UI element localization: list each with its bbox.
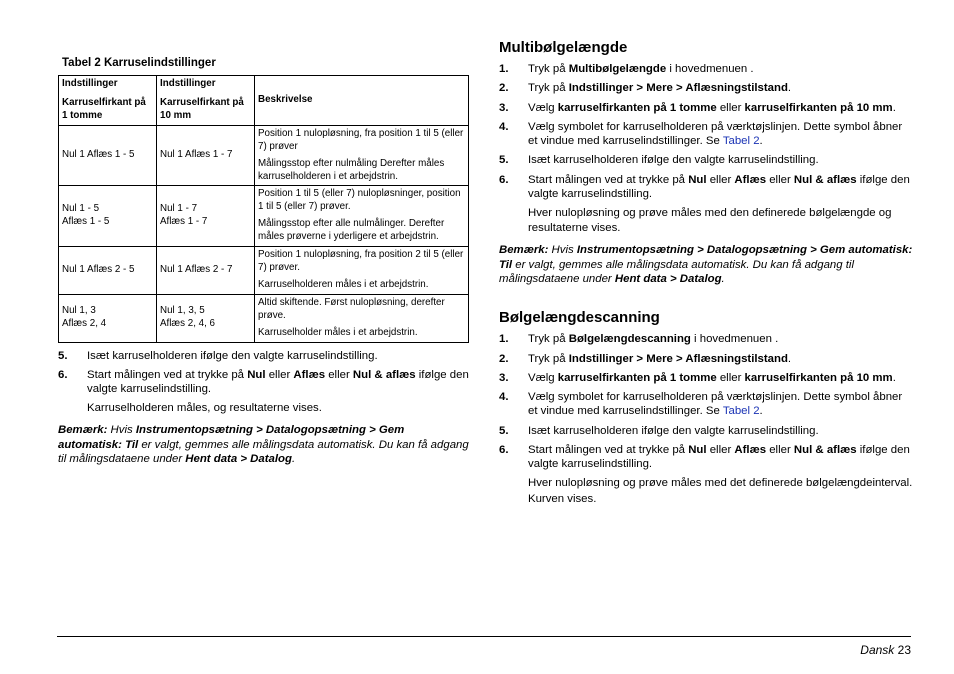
cell-line: Aflæs 2, 4: [62, 318, 107, 330]
page-footer: [860, 643, 911, 657]
step-number: 2.: [499, 352, 509, 365]
text-run: ifølge den valgte karruselindstilling.: [528, 173, 910, 200]
text-run: .: [759, 405, 763, 418]
step-number: 5.: [499, 154, 509, 167]
cell-line: Nul 1, 3, 5: [160, 305, 205, 317]
text-run: i hovedmenuen .: [690, 333, 779, 346]
step-item: [499, 443, 914, 472]
description-cell: [255, 186, 469, 247]
step-text: [528, 390, 914, 419]
step-number: 6.: [58, 368, 68, 381]
step-text: [528, 173, 914, 202]
step-item: [499, 120, 914, 149]
text-run: .: [759, 135, 763, 147]
step-number: 2.: [499, 82, 509, 95]
cell-line: Nul 1 Aflæs 2 - 5: [62, 264, 135, 276]
step-number: 4.: [499, 391, 509, 404]
text-run: er valgt, gemmes alle målingsdata automatisk. Du kan få adgang til målingsdataene under: [499, 258, 854, 286]
step-item: [499, 81, 914, 95]
text-run: Vælg symbolet for karruselholderen på værktøjslinjen. Dette symbol åbner et vindue med karruselindstillinger. Se: [528, 120, 903, 147]
text-run: Vælg symbolet for karruselholderen på værktøjslinjen. Dette symbol åbner et vindue med karruselindstillinger. Se: [528, 391, 903, 418]
step-text: [87, 368, 470, 397]
setting-cell: [59, 247, 157, 295]
cell-line: Nul 1 Aflæs 1 - 7: [160, 149, 233, 161]
setting-cell: [59, 186, 157, 247]
cell-line: Position 1 nulopløsning, fra position 1 til 5 (eller 7) prøver: [258, 127, 464, 152]
text-run: Start målingen ved at trykke på: [528, 173, 689, 186]
step-text: [528, 371, 914, 385]
left-step-list: [58, 349, 470, 397]
step-text: [528, 352, 914, 366]
bold-text: Bølgelængdescanning: [568, 333, 691, 346]
cell-line: Målingsstop efter nulmåling Derefter måles karruselholderen i et arbejdstrin.: [258, 157, 445, 182]
step-text: [528, 443, 914, 472]
description-cell: [255, 247, 469, 295]
bold-text: Instrumentopsætning > Datalogopsætning > Gem automatisk: Til: [499, 243, 913, 271]
cell-line: Nul 1, 3: [62, 305, 96, 317]
cell-line: Aflæs 1 - 5: [62, 216, 110, 228]
header-description: Beskrivelse: [255, 76, 469, 126]
right-column: [499, 39, 914, 513]
text-run: Vælg: [528, 371, 558, 384]
cell-line: Nul 1 - 7: [160, 203, 198, 215]
text-run: Hvis: [107, 423, 136, 436]
bold-text: Instrumentopsætning > Datalogopsætning > Gem automatisk: Til: [58, 423, 405, 451]
text-run: i hovedmenuen .: [666, 63, 754, 75]
text-run: .: [787, 352, 792, 365]
step-number: 3.: [499, 101, 509, 114]
text-run: Vælg: [528, 101, 558, 114]
step-text: [528, 120, 914, 149]
step-item: [499, 62, 914, 76]
description-cell: [255, 125, 469, 186]
text-run: eller: [716, 101, 745, 114]
step-item: [499, 390, 914, 419]
table-row: [59, 247, 469, 295]
text-run: .: [892, 371, 896, 384]
footer-language: Dansk: [860, 643, 895, 657]
table-reference-link[interactable]: Tabel 2: [722, 135, 760, 147]
bold-text: Aflæs: [293, 368, 326, 381]
cell-line: Aflæs 1 - 7: [160, 216, 208, 228]
header-label: Indstillinger: [62, 78, 118, 89]
step-item: [499, 332, 914, 346]
left-result-text: Karruselholderen måles, og resultaterne vises.: [87, 402, 322, 415]
text-run: Start målingen ved at trykke på: [87, 368, 248, 381]
header-settings-10mm: [157, 76, 255, 126]
text-run: eller: [706, 173, 735, 186]
text-run: Tryk på: [528, 63, 569, 75]
bold-text: Aflæs: [734, 443, 767, 456]
step-number: 3.: [499, 371, 509, 384]
step-number: 5.: [499, 424, 509, 437]
bold-text: Hent data > Datalog: [185, 453, 292, 466]
carousel-settings-table: [58, 75, 469, 343]
step-number: 1.: [499, 333, 509, 346]
step-text: [528, 153, 914, 167]
table-row: [59, 294, 469, 342]
step-item: [499, 352, 914, 366]
setting-cell: [59, 125, 157, 186]
table-body: [59, 125, 469, 342]
table-row: [59, 186, 469, 247]
cell-line: Målingsstop efter alle nulmålinger. Derefter måles prøverne i yderligere et arbejdstrin.: [258, 218, 445, 243]
text-run: .: [721, 273, 725, 286]
bold-text: Nul & aflæs: [793, 173, 857, 186]
left-column: [58, 56, 470, 489]
step-item: [499, 371, 914, 385]
text-run: eller: [716, 371, 745, 384]
text-run: Isæt karruselholderen ifølge den valgte karruselindstilling.: [87, 349, 378, 362]
step-item: [499, 101, 914, 115]
text-run: er valgt, gemmes alle målingsdata automatisk. Du kan få adgang til målingsdataene under: [58, 438, 469, 466]
cell-line: Position 1 nulopløsning, fra position 2 til 5 (eller 7) prøver.: [258, 249, 464, 274]
text-run: eller: [325, 368, 353, 381]
step-text: [528, 81, 914, 95]
text-run: Start målingen ved at trykke på: [528, 443, 689, 456]
multiwavelength-result-text: Hver nulopløsning og prøve måles med den definerede bølgelængde og resultaterne vises.: [528, 207, 892, 235]
text-run: Hvis: [548, 243, 577, 256]
text-run: .: [291, 453, 296, 466]
text-run: .: [892, 101, 896, 114]
section-heading-wavelength-scan: Bølgelængdescanning: [499, 309, 660, 327]
bold-text: karruselfirkanten på 1 tomme: [557, 101, 717, 114]
text-run: Tryk på: [528, 82, 569, 95]
text-run: Isæt karruselholderen ifølge den valgte karruselindstilling.: [528, 154, 819, 167]
setting-cell: [157, 247, 255, 295]
text-run: ifølge den valgte karruselindstilling.: [87, 368, 469, 396]
text-run: ifølge den valgte karruselindstilling.: [528, 443, 910, 471]
table-header-row: [59, 76, 469, 126]
multiwavelength-note: [499, 243, 914, 287]
setting-cell: [157, 125, 255, 186]
bold-text: Nul: [688, 443, 707, 456]
header-settings-1inch: [59, 76, 157, 126]
wavelength-scan-result-text: Hver nulopløsning og prøve måles med det definerede bølgelængdeinterval. Kurven vises.: [528, 477, 913, 505]
step-number: 6.: [499, 443, 509, 456]
bold-text: Nul & aflæs: [793, 443, 857, 456]
page-number: 23: [897, 643, 911, 657]
cell-line: Altid skiftende. Først nulopløsning, derefter prøve.: [258, 296, 445, 321]
bold-text: Aflæs: [734, 173, 767, 186]
multiwavelength-step-list: [499, 62, 914, 201]
text-run: Isæt karruselholderen ifølge den valgte karruselindstilling.: [528, 424, 819, 437]
bold-text: Indstillinger > Mere > Aflæsningstilstand: [568, 352, 788, 365]
header-sublabel: Karruselfirkant på 1 tomme: [62, 96, 146, 121]
step-item: [58, 368, 470, 397]
setting-cell: [157, 294, 255, 342]
step-item: [499, 153, 914, 167]
step-number: 6.: [499, 173, 509, 186]
description-cell: [255, 294, 469, 342]
cell-line: Nul 1 - 5: [62, 203, 100, 215]
cell-line: Aflæs 2, 4, 6: [160, 318, 215, 330]
cell-line: Nul 1 Aflæs 1 - 5: [62, 149, 135, 161]
table-row: [59, 125, 469, 186]
bold-text: Multibølgelængde: [568, 63, 667, 75]
step-number: 4.: [499, 120, 509, 133]
cell-line: Karruselholder måles i et arbejdstrin.: [258, 326, 418, 338]
header-sublabel: Karruselfirkant på 10 mm: [160, 96, 244, 121]
bold-text: Hent data > Datalog: [614, 273, 722, 286]
bold-text: Nul: [688, 173, 707, 186]
text-run: eller: [766, 443, 794, 456]
cell-line: Nul 1 Aflæs 2 - 7: [160, 264, 233, 276]
bold-text: karruselfirkanten på 10 mm: [744, 371, 893, 384]
step-text: [528, 424, 914, 438]
step-number: 1.: [499, 63, 509, 75]
bold-text: Nul & aflæs: [352, 368, 416, 381]
table-reference-link[interactable]: Tabel 2: [722, 405, 760, 418]
bold-text: Nul: [247, 368, 266, 381]
step-text: [87, 349, 470, 363]
step-item: [58, 349, 470, 363]
text-run: Tryk på: [528, 333, 569, 346]
bold-text: karruselfirkanten på 10 mm: [744, 101, 893, 114]
table-title: Tabel 2 Karruselindstillinger: [62, 57, 216, 69]
text-run: eller: [706, 443, 735, 456]
bold-text: Bemærk:: [58, 423, 108, 436]
wavelength-scan-step-list: [499, 332, 914, 471]
header-label: Indstillinger: [160, 78, 216, 89]
step-number: 5.: [58, 349, 68, 362]
text-run: .: [787, 82, 792, 95]
text-run: eller: [766, 173, 794, 186]
setting-cell: [59, 294, 157, 342]
text-run: eller: [265, 368, 294, 381]
step-text: [528, 62, 914, 76]
text-run: Tryk på: [528, 352, 569, 365]
section-heading-multiwavelength: Multibølgelængde: [499, 39, 628, 56]
step-item: [499, 173, 914, 202]
cell-line: Karruselholderen måles i et arbejdstrin.: [258, 278, 429, 290]
cell-line: Position 1 til 5 (eller 7) nulopløsninger, position 1 til 5 (eller 7) prøver.: [258, 188, 461, 213]
bold-text: Bemærk:: [499, 243, 549, 256]
step-text: [528, 332, 914, 346]
footer-divider: [57, 636, 911, 637]
setting-cell: [157, 186, 255, 247]
step-text: [528, 101, 914, 115]
bold-text: karruselfirkanten på 1 tomme: [557, 371, 717, 384]
bold-text: Indstillinger > Mere > Aflæsningstilstand: [568, 82, 788, 95]
left-note: [58, 423, 470, 467]
step-item: [499, 424, 914, 438]
